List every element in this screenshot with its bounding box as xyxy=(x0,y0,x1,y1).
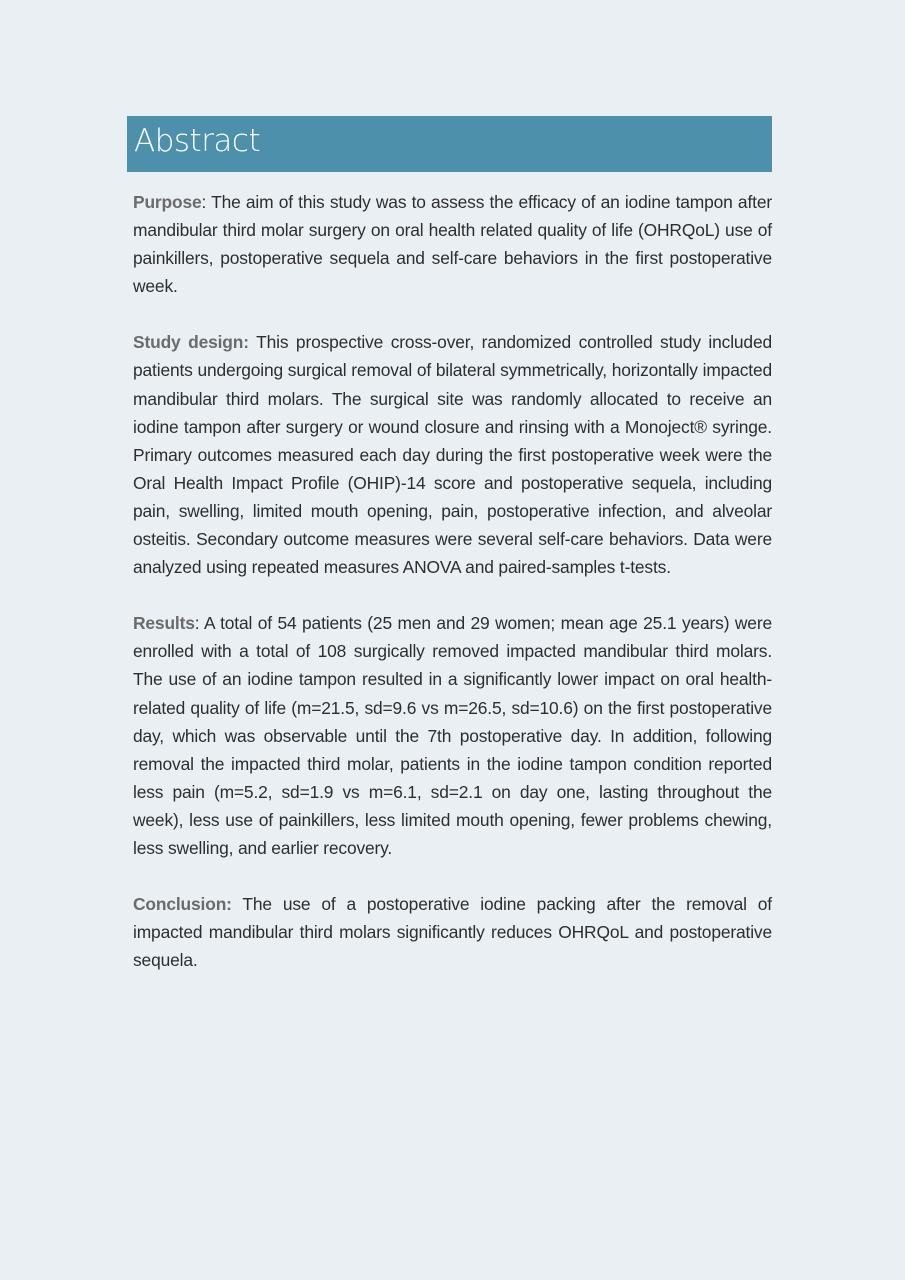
section-separator-purpose: : xyxy=(201,192,207,212)
section-study-design xyxy=(133,328,772,581)
section-results xyxy=(133,609,772,862)
section-text-conclusion: The use of a postoperative iodine packing after the removal of impacted mandibular third molars significantly reduces OHRQoL and postoperative sequela. xyxy=(133,894,772,971)
abstract-header xyxy=(127,116,772,172)
section-text-results: A total of 54 patients (25 men and 29 women; mean age 25.1 years) were enrolled with a total of 108 surgically removed impacted mandibular third molars. The use of an iodine tampon resulted in a significantly lower impact on oral health-related quality of life (m=21.5, sd=9.6 vs m=26.5, sd=10.6) on the first postoperative day, which was observable until the 7th postoperative day. In addition, following removal the impacted third molar, patients in the iodine tampon condition reported less pain (m=5.2, sd=1.9 vs m=6.1, sd=2.1 on day one, lasting throughout the week), less use of painkillers, less limited mouth opening, fewer problems chewing, less swelling, and earlier recovery. xyxy=(133,613,772,858)
section-separator-results: : xyxy=(194,613,200,634)
section-label-purpose: Purpose xyxy=(133,192,202,212)
abstract-title: Abstract xyxy=(134,123,261,159)
section-label-results: Results xyxy=(133,613,195,634)
section-purpose xyxy=(133,188,772,300)
abstract-body xyxy=(133,188,772,1002)
section-text-study-design: This prospective cross-over, randomized controlled study included patients undergoing surgical removal of bilateral symmetrically, horizontally impacted mandibular third molars. The surgical site was randomly allocated to receive an iodine tampon after surgery or wound closure and rinsing with a Monoject® syringe. Primary outcomes measured each day during the first postoperative week were the Oral Health Impact Profile (OHIP)-14 score and postoperative sequela, including pain, swelling, limited mouth opening, pain, postoperative infection, and alveolar osteitis. Secondary outcome measures were several self-care behaviors. Data were analyzed using repeated measures ANOVA and paired-samples t-tests. xyxy=(133,332,772,578)
section-label-study-design: Study design: xyxy=(133,332,249,353)
section-text-purpose: The aim of this study was to assess the efficacy of an iodine tampon after mandibular third molar surgery on oral health related quality of life (OHRQoL) use of painkillers, postoperative sequela and self-care behaviors in the first postoperative week. xyxy=(133,192,772,297)
section-conclusion xyxy=(133,890,772,974)
section-label-conclusion: Conclusion: xyxy=(133,894,232,915)
